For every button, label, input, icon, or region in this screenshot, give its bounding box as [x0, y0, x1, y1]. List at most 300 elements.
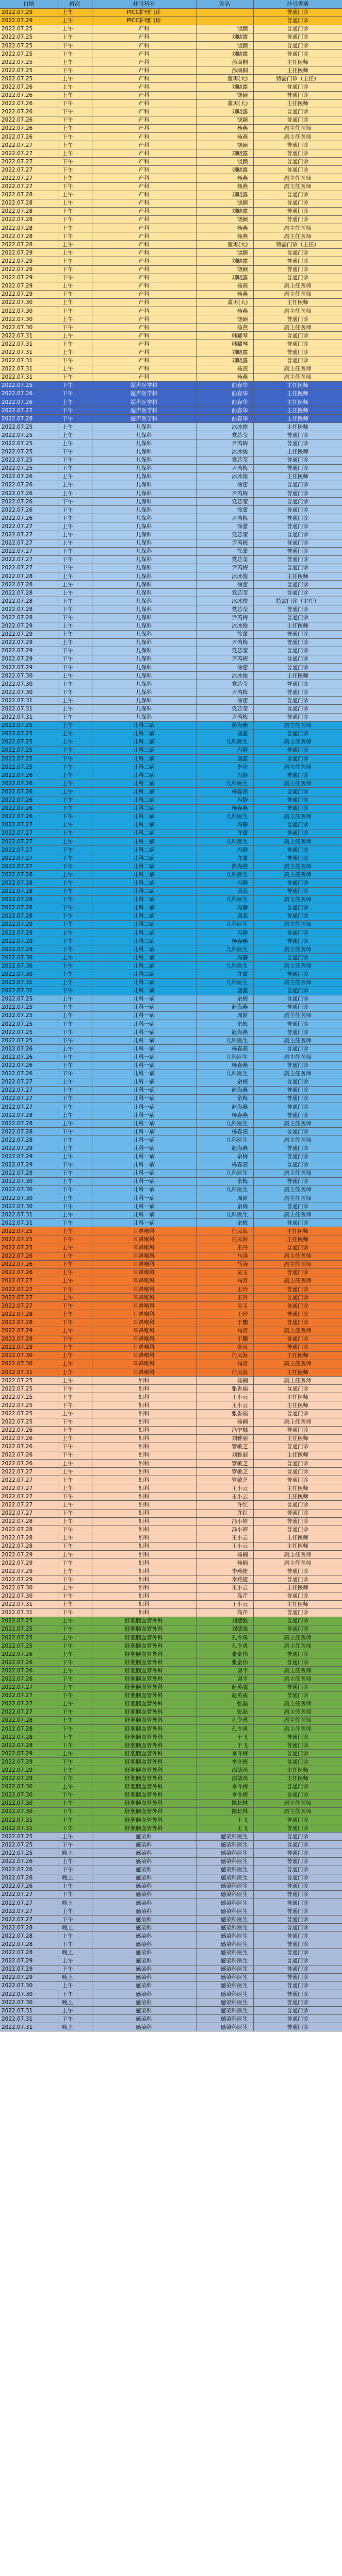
table-row: [0, 1981, 342, 1990]
registration-type-cell: 普通门诊: [253, 1335, 342, 1343]
registration-type-cell: 普通门诊: [253, 1128, 342, 1136]
department-cell: 儿科一病: [92, 1061, 196, 1070]
date-cell: 2022.07.26: [0, 481, 58, 489]
registration-type-cell: 普通门诊: [253, 522, 342, 531]
registration-type-cell: 主任医师: [253, 1401, 342, 1410]
doctor-name-cell: 王玲: [196, 1294, 253, 1302]
registration-type-cell: 主任医师: [253, 1766, 342, 1774]
table-row: [0, 1534, 342, 1542]
table-row: [0, 1177, 342, 1185]
shift-cell: 下午: [58, 912, 92, 920]
department-cell: 儿保科: [92, 547, 196, 555]
date-cell: 2022.07.27: [0, 1899, 58, 1907]
department-cell: 儿保科: [92, 439, 196, 448]
shift-cell: 下午: [58, 854, 92, 862]
date-cell: 2022.07.27: [0, 1493, 58, 1501]
doctor-name-cell: 刘晓露: [196, 274, 253, 282]
shift-cell: 上午: [58, 33, 92, 41]
registration-type-cell: 普通门诊: [253, 1990, 342, 1998]
table-row: [0, 1219, 342, 1227]
registration-type-cell: 主任医师: [253, 1534, 342, 1542]
doctor-name-cell: 李燕捷: [196, 1567, 253, 1575]
shift-cell: 下午: [58, 1401, 92, 1410]
registration-type-cell: 普通门诊: [253, 1890, 342, 1899]
table-row: [0, 1161, 342, 1169]
doctor-name-cell: 赵海燕: [196, 1003, 253, 1011]
date-cell: 2022.07.27: [0, 406, 58, 415]
shift-cell: 下午: [58, 514, 92, 522]
shift-cell: 下午: [58, 1741, 92, 1750]
date-cell: 2022.07.31: [0, 357, 58, 365]
registration-type-cell: 普通门诊: [253, 746, 342, 754]
shift-cell: 下午: [58, 1509, 92, 1517]
department-cell: 感染科: [92, 1998, 196, 2007]
table-row: [0, 307, 342, 315]
table-row: [0, 1608, 342, 1617]
department-cell: 产科: [92, 166, 196, 174]
shift-cell: 上午: [58, 2007, 92, 2015]
table-row: [0, 498, 342, 506]
shift-cell: 上午: [58, 1011, 92, 1020]
department-cell: 耳鼻喉科: [92, 1302, 196, 1310]
doctor-name-cell: 感染科医生: [196, 1973, 253, 1981]
doctor-name-cell: 韩耀琴: [196, 332, 253, 340]
table-row: [0, 1874, 342, 1882]
date-cell: 2022.07.25: [0, 439, 58, 448]
date-cell: 2022.07.26: [0, 398, 58, 406]
registration-type-cell: 副主任医师: [253, 1799, 342, 1807]
registration-type-cell: 普通门诊: [253, 1003, 342, 1011]
shift-cell: 上午: [58, 431, 92, 439]
shift-cell: 下午: [58, 962, 92, 970]
doctor-name-cell: 饶颖: [196, 315, 253, 324]
table-row: [0, 8, 342, 16]
table-row: [0, 25, 342, 33]
shift-cell: 下午: [58, 1675, 92, 1683]
date-cell: 2022.07.29: [0, 1766, 58, 1774]
date-cell: 2022.07.30: [0, 307, 58, 315]
doctor-name-cell: 韩耀琴: [196, 340, 253, 348]
date-cell: 2022.07.26: [0, 1045, 58, 1053]
department-cell: 感染科: [92, 2007, 196, 2015]
registration-type-cell: 普通门诊: [253, 1791, 342, 1799]
doctor-name-cell: 周新: [196, 1194, 253, 1202]
table-row: [0, 1998, 342, 2007]
table-row: [0, 1807, 342, 1816]
shift-cell: 下午: [58, 389, 92, 398]
doctor-name-cell: 杨春燕: [196, 1061, 253, 1070]
shift-cell: 下午: [58, 1916, 92, 1924]
doctor-name-cell: 感染科医生: [196, 1940, 253, 1948]
department-cell: 儿科一病: [92, 1037, 196, 1045]
table-row: [0, 1211, 342, 1219]
doctor-name-cell: 感染科医生: [196, 1916, 253, 1924]
table-row: [0, 1185, 342, 1194]
date-cell: 2022.07.30: [0, 1584, 58, 1592]
date-cell: 2022.07.29: [0, 630, 58, 638]
date-cell: 2022.07.30: [0, 1807, 58, 1816]
department-cell: 肝胆胰血管外科: [92, 1733, 196, 1741]
shift-cell: 上午: [58, 738, 92, 746]
table-row: [0, 1965, 342, 1973]
shift-cell: 上午: [58, 1377, 92, 1385]
table-row: [0, 257, 342, 265]
shift-cell: 上午: [58, 1343, 92, 1351]
header-row: [0, 0, 342, 8]
table-row: [0, 755, 342, 763]
department-cell: 耳鼻喉科: [92, 1260, 196, 1268]
department-cell: 耳鼻喉科: [92, 1235, 196, 1244]
department-cell: 感染科: [92, 1916, 196, 1924]
table-row: [0, 1078, 342, 1086]
department-cell: 肝胆胰血管外科: [92, 1774, 196, 1783]
date-cell: 2022.07.29: [0, 1343, 58, 1351]
table-row: [0, 937, 342, 945]
registration-type-cell: 普通门诊: [253, 688, 342, 697]
date-cell: 2022.07.26: [0, 489, 58, 498]
doctor-name-cell: 谢蕊: [196, 987, 253, 995]
date-cell: 2022.07.29: [0, 8, 58, 16]
doctor-name-cell: 冰冰俊: [196, 572, 253, 580]
registration-type-cell: 普通门诊: [253, 1219, 342, 1227]
registration-type-cell: 普通门诊: [253, 1816, 342, 1824]
department-cell: 耳鼻喉科: [92, 1268, 196, 1277]
doctor-name-cell: 冰冰俊: [196, 448, 253, 456]
table-row: [0, 50, 342, 58]
doctor-name-cell: 余梅: [196, 1202, 253, 1211]
doctor-name-cell: 高芹: [196, 1608, 253, 1617]
shift-cell: 上午: [58, 224, 92, 232]
shift-cell: 下午: [58, 1625, 92, 1633]
table-row: [0, 514, 342, 522]
doctor-name-cell: 刘晓露: [196, 166, 253, 174]
shift-cell: 上午: [58, 1766, 92, 1774]
table-row: [0, 357, 342, 365]
date-cell: 2022.07.26: [0, 1061, 58, 1070]
shift-cell: 上午: [58, 730, 92, 738]
registration-type-cell: 主任医师: [253, 472, 342, 481]
table-header: [0, 0, 342, 8]
date-cell: 2022.07.29: [0, 265, 58, 274]
doctor-name-cell: 高芹: [196, 1592, 253, 1600]
table-row: [0, 920, 342, 928]
registration-type-cell: 特需门诊（主任）: [253, 241, 342, 249]
department-cell: 儿保科: [92, 489, 196, 498]
table-row: [0, 1750, 342, 1758]
department-cell: 耳鼻喉科: [92, 1294, 196, 1302]
date-cell: 2022.07.25: [0, 456, 58, 464]
table-row: [0, 1351, 342, 1360]
shift-cell: 上午: [58, 1003, 92, 1011]
table-row: [0, 1940, 342, 1948]
department-cell: 感染科: [92, 1849, 196, 1857]
doctor-name-cell: 冯宁娜: [196, 1426, 253, 1434]
department-cell: 儿科一病: [92, 1136, 196, 1144]
department-cell: 产科: [92, 207, 196, 215]
date-cell: 2022.07.31: [0, 987, 58, 995]
date-cell: 2022.07.27: [0, 564, 58, 572]
doctor-name-cell: 王小云: [196, 1393, 253, 1401]
table-row: [0, 1948, 342, 1957]
department-cell: 儿保科: [92, 597, 196, 605]
shift-cell: 下午: [58, 1443, 92, 1451]
table-row: [0, 1691, 342, 1700]
date-cell: 2022.07.28: [0, 415, 58, 423]
table-row: [0, 664, 342, 672]
doctor-name-cell: 赵海燕: [196, 1103, 253, 1111]
date-cell: 2022.07.28: [0, 1948, 58, 1957]
department-cell: 儿科一病: [92, 1211, 196, 1219]
department-cell: 儿科二病: [92, 970, 196, 978]
shift-cell: 上午: [58, 788, 92, 796]
doctor-name-cell: 余梅: [196, 1153, 253, 1161]
department-cell: 儿科二病: [92, 829, 196, 837]
registration-type-cell: 普通门诊: [253, 539, 342, 547]
shift-cell: 上午: [58, 829, 92, 837]
doctor-name-cell: 孔令禹: [196, 1642, 253, 1650]
shift-cell: 上午: [58, 298, 92, 307]
date-cell: 2022.07.27: [0, 1103, 58, 1111]
shift-cell: 下午: [58, 415, 92, 423]
department-cell: 儿科二病: [92, 771, 196, 779]
table-row: [0, 1235, 342, 1244]
registration-type-cell: 副主任医师: [253, 365, 342, 373]
registration-type-cell: 主任医师: [253, 572, 342, 580]
registration-type-cell: 普通门诊: [253, 1841, 342, 1849]
date-cell: 2022.07.25: [0, 1410, 58, 1418]
department-cell: 产科: [92, 133, 196, 141]
registration-type-cell: 普通门诊: [253, 1973, 342, 1981]
date-cell: 2022.07.26: [0, 472, 58, 481]
department-cell: 产科: [92, 50, 196, 58]
shift-cell: 下午: [58, 987, 92, 995]
registration-type-cell: 副主任医师: [253, 763, 342, 771]
registration-type-cell: 主任医师: [253, 58, 342, 66]
department-cell: 儿科一病: [92, 1053, 196, 1061]
date-cell: 2022.07.30: [0, 1791, 58, 1799]
table-row: [0, 1584, 342, 1592]
shift-cell: 上午: [58, 489, 92, 498]
date-cell: 2022.07.26: [0, 1650, 58, 1658]
date-cell: 2022.07.25: [0, 763, 58, 771]
registration-type-cell: 普通门诊: [253, 1078, 342, 1086]
shift-cell: 下午: [58, 564, 92, 572]
doctor-name-cell: 王小云: [196, 1542, 253, 1550]
date-cell: 2022.07.29: [0, 638, 58, 647]
doctor-name-cell: 刘晓露: [196, 149, 253, 158]
department-cell: 妇科: [92, 1401, 196, 1410]
department-cell: 耳鼻喉科: [92, 1368, 196, 1376]
table-row: [0, 1799, 342, 1807]
table-row: [0, 83, 342, 91]
shift-cell: 下午: [58, 937, 92, 945]
date-cell: 2022.07.25: [0, 1418, 58, 1426]
doctor-name-cell: 王玲: [196, 1285, 253, 1294]
registration-type-cell: 副主任医师: [253, 224, 342, 232]
table-row: [0, 282, 342, 290]
doctor-name-cell: 感染科医生: [196, 1866, 253, 1874]
department-cell: 产科: [92, 91, 196, 99]
registration-type-cell: 副主任医师: [253, 1185, 342, 1194]
registration-type-cell: 普通门诊: [253, 995, 342, 1003]
registration-type-cell: 普通门诊: [253, 547, 342, 555]
date-cell: 2022.07.25: [0, 746, 58, 754]
doctor-name-cell: 感染科医生: [196, 1924, 253, 1932]
registration-type-cell: 主任医师: [253, 1451, 342, 1459]
shift-cell: 上午: [58, 1501, 92, 1509]
registration-type-cell: 副主任医师: [253, 1642, 342, 1650]
shift-cell: 下午: [58, 904, 92, 912]
shift-cell: 下午: [58, 1202, 92, 1211]
table-row: [0, 33, 342, 41]
department-cell: 产科: [92, 215, 196, 224]
date-cell: 2022.07.25: [0, 730, 58, 738]
registration-type-cell: 普通门诊: [253, 265, 342, 274]
department-cell: 产科: [92, 99, 196, 108]
department-cell: 儿科二病: [92, 804, 196, 812]
table-row: [0, 1144, 342, 1153]
table-row: [0, 415, 342, 423]
table-row: [0, 945, 342, 954]
doctor-name-cell: 余梅: [196, 1219, 253, 1227]
shift-cell: 下午: [58, 108, 92, 116]
table-row: [0, 829, 342, 837]
shift-cell: 下午: [58, 1824, 92, 1833]
date-cell: 2022.07.28: [0, 895, 58, 904]
doctor-name-cell: 刘晓露: [196, 108, 253, 116]
department-cell: 妇科: [92, 1501, 196, 1509]
doctor-name-cell: 管敏芝: [196, 1476, 253, 1484]
department-cell: 儿科二病: [92, 730, 196, 738]
department-cell: 儿科二病: [92, 779, 196, 788]
registration-type-cell: 副主任医师: [253, 895, 342, 904]
registration-type-cell: 普通门诊: [253, 108, 342, 116]
registration-type-cell: 普通门诊: [253, 614, 342, 622]
doctor-name-cell: 杨燕: [196, 174, 253, 182]
shift-cell: 下午: [58, 99, 92, 108]
date-cell: 2022.07.29: [0, 290, 58, 298]
registration-type-cell: 副主任医师: [253, 1260, 342, 1268]
date-cell: 2022.07.25: [0, 50, 58, 58]
date-cell: 2022.07.31: [0, 348, 58, 357]
table-row: [0, 1890, 342, 1899]
department-cell: 妇科: [92, 1385, 196, 1393]
date-cell: 2022.07.25: [0, 1020, 58, 1028]
department-cell: 妇科: [92, 1559, 196, 1567]
shift-cell: 上午: [58, 995, 92, 1003]
table-row: [0, 1045, 342, 1053]
table-row: [0, 1434, 342, 1443]
department-cell: 妇科: [92, 1460, 196, 1468]
shift-cell: 晚上: [58, 2023, 92, 2031]
department-cell: 儿保科: [92, 522, 196, 531]
table-row: [0, 987, 342, 995]
shift-cell: 上午: [58, 680, 92, 688]
registration-type-cell: 普通门诊: [253, 506, 342, 514]
department-cell: 感染科: [92, 1965, 196, 1973]
department-cell: 肝胆胰血管外科: [92, 1783, 196, 1791]
department-cell: 妇科: [92, 1434, 196, 1443]
department-cell: 儿科一病: [92, 995, 196, 1003]
doctor-name-cell: 孔令禹: [196, 1725, 253, 1733]
registration-type-cell: 普通门诊: [253, 249, 342, 257]
doctor-name-cell: 杨燕: [196, 224, 253, 232]
date-cell: 2022.07.28: [0, 572, 58, 580]
date-cell: 2022.07.25: [0, 25, 58, 33]
shift-cell: 上午: [58, 1584, 92, 1592]
table-row: [0, 456, 342, 464]
shift-cell: 下午: [58, 1642, 92, 1650]
registration-type-cell: 普通门诊: [253, 1144, 342, 1153]
doctor-name-cell: 董再(大): [196, 298, 253, 307]
date-cell: 2022.07.27: [0, 1691, 58, 1700]
doctor-name-cell: 曲春华: [196, 398, 253, 406]
doctor-name-cell: 儿科医生: [196, 812, 253, 821]
doctor-name-cell: 儿科医生: [196, 945, 253, 954]
shift-cell: 上午: [58, 1244, 92, 1252]
table-row: [0, 191, 342, 199]
doctor-name-cell: 儿科医生: [196, 871, 253, 879]
shift-cell: 上午: [58, 1551, 92, 1559]
registration-type-cell: 副主任医师: [253, 779, 342, 788]
table-row: [0, 1542, 342, 1550]
registration-type-cell: 普通门诊: [253, 1567, 342, 1575]
doctor-name-cell: 赵英威: [196, 1691, 253, 1700]
department-cell: 产科: [92, 174, 196, 182]
department-cell: 肝胆胰血管外科: [92, 1766, 196, 1774]
table-row: [0, 854, 342, 862]
date-cell: 2022.07.29: [0, 937, 58, 945]
registration-type-cell: 普通门诊: [253, 207, 342, 215]
shift-cell: 下午: [58, 1385, 92, 1393]
doctor-name-cell: 杨楠: [196, 1559, 253, 1567]
shift-cell: 上午: [58, 439, 92, 448]
doctor-name-cell: 谢蕊: [196, 887, 253, 895]
department-cell: 儿科二病: [92, 871, 196, 879]
department-cell: 肝胆胰血管外科: [92, 1758, 196, 1766]
doctor-name-cell: 感染科医生: [196, 1965, 253, 1973]
doctor-name-cell: 感染科医生: [196, 1841, 253, 1849]
table-row: [0, 1202, 342, 1211]
doctor-name-cell: 于飞: [196, 1733, 253, 1741]
registration-type-cell: 普通门诊: [253, 771, 342, 779]
department-cell: 儿科二病: [92, 763, 196, 771]
department-cell: 儿保科: [92, 680, 196, 688]
registration-type-cell: 普通门诊: [253, 1783, 342, 1791]
table-row: [0, 481, 342, 489]
doctor-name-cell: 马涛: [196, 1360, 253, 1368]
date-cell: 2022.07.28: [0, 912, 58, 920]
doctor-name-cell: 王小云: [196, 1584, 253, 1592]
department-cell: 儿保科: [92, 464, 196, 472]
registration-type-cell: 普通门诊: [253, 16, 342, 25]
table-row: [0, 232, 342, 241]
table-row: [0, 1791, 342, 1799]
shift-cell: 下午: [58, 41, 92, 49]
table-row: [0, 373, 342, 381]
table-row: [0, 912, 342, 920]
registration-type-cell: 特需门诊（主任）: [253, 75, 342, 83]
department-cell: 肝胆胰血管外科: [92, 1625, 196, 1633]
shift-cell: 上午: [58, 282, 92, 290]
doctor-name-cell: 许红: [196, 1509, 253, 1517]
table-row: [0, 1377, 342, 1385]
department-cell: 产科: [92, 357, 196, 365]
shift-cell: 上午: [58, 672, 92, 680]
table-row: [0, 1932, 342, 1940]
department-cell: 儿科二病: [92, 746, 196, 754]
department-cell: 产科: [92, 41, 196, 49]
